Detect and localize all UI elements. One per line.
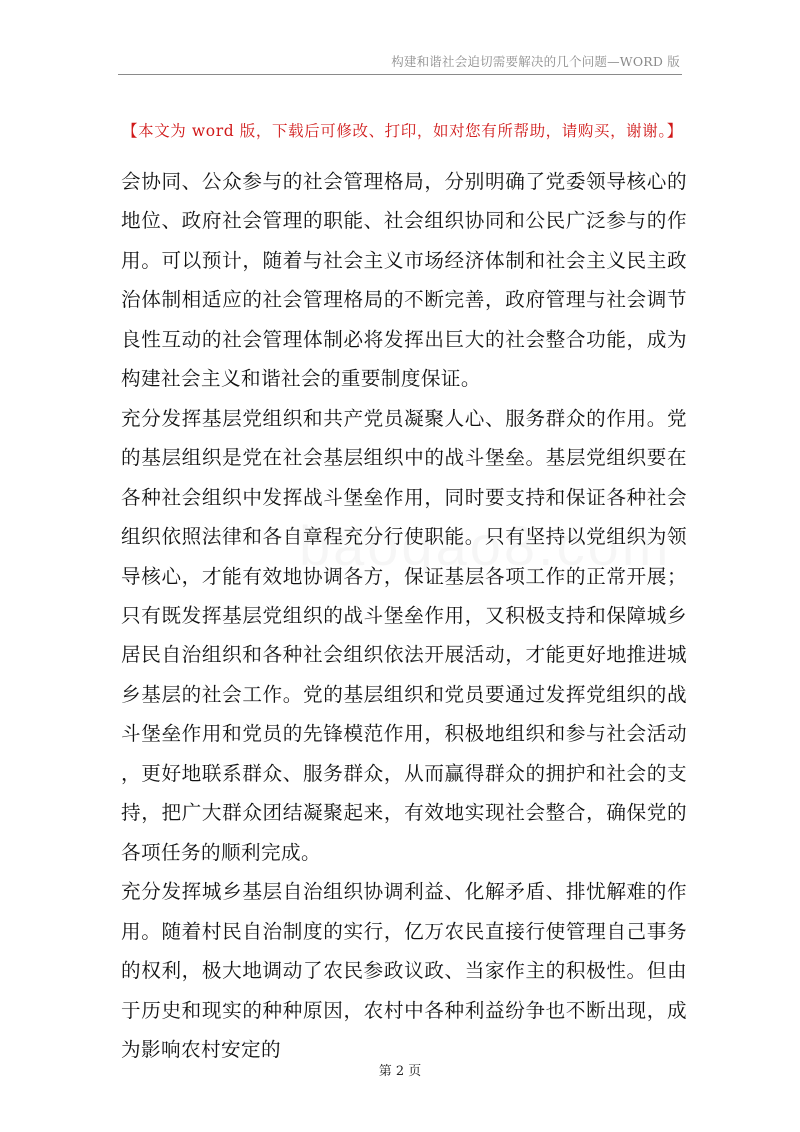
download-notice: 【本文为 word 版，下载后可修改、打印，如对您有所帮助，请购买，谢谢。】: [122, 122, 683, 140]
page-header-title: 构建和谐社会迫切需要解决的几个问题—WORD 版: [391, 54, 680, 69]
paragraph-1: 会协同、公众参与的社会管理格局，分别明确了党委领导核心的地位、政府社会管理的职能、社会组织协同和公民广泛参与的作用。可以预计，随着与社会主义市场经济体制和社会主义民主政治体制相适应的社会管理格局的不断完善，政府管理与社会调节良性互动的社会管理体制必将发挥出巨大的社会整合功能，成为构建社会主义和谐社会的重要制度保证。: [121, 170, 687, 391]
header-divider: [118, 74, 682, 75]
paragraph-3: 充分发挥城乡基层自治组织协调利益、化解矛盾、排忧解难的作用。随着村民自治制度的实行，亿万农民直接行使管理自己事务的权利，极大地调动了农民参政议政、当家作主的积极性。但由于历史和现实的种种原因，农村中各种利益纷争也不断出现，成为影响农村安定的: [121, 880, 687, 1061]
page-number: 第 2 页: [378, 1064, 422, 1079]
paragraph-2: 充分发挥基层党组织和共产党员凝聚人心、服务群众的作用。党的基层组织是党在社会基层组织中的战斗堡垒。基层党组织要在各种社会组织中发挥战斗堡垒作用，同时要支持和保证各种社会组织依照法律和各自章程充分行使职能。只有坚持以党组织为领导核心，才能有效地协调各方，保证基层各项工作的正常开展；只有既发挥基层党组织的战斗堡垒作用，又积极支持和保障城乡居民自治组织和各种社会组织依法开展活动，才能更好地推进城乡基层的社会工作。党的基层组织和党员要通过发挥党组织的战斗堡垒作用和党员的先锋模范作用，积极地组织和参与社会活动，更好地联系群众、服务群众，从而赢得群众的拥护和社会的支持，把广大群众团结凝聚起来，有效地实现社会整合，确保党的各项任务的顺利完成。: [121, 406, 687, 864]
document-body: [121, 162, 687, 1069]
